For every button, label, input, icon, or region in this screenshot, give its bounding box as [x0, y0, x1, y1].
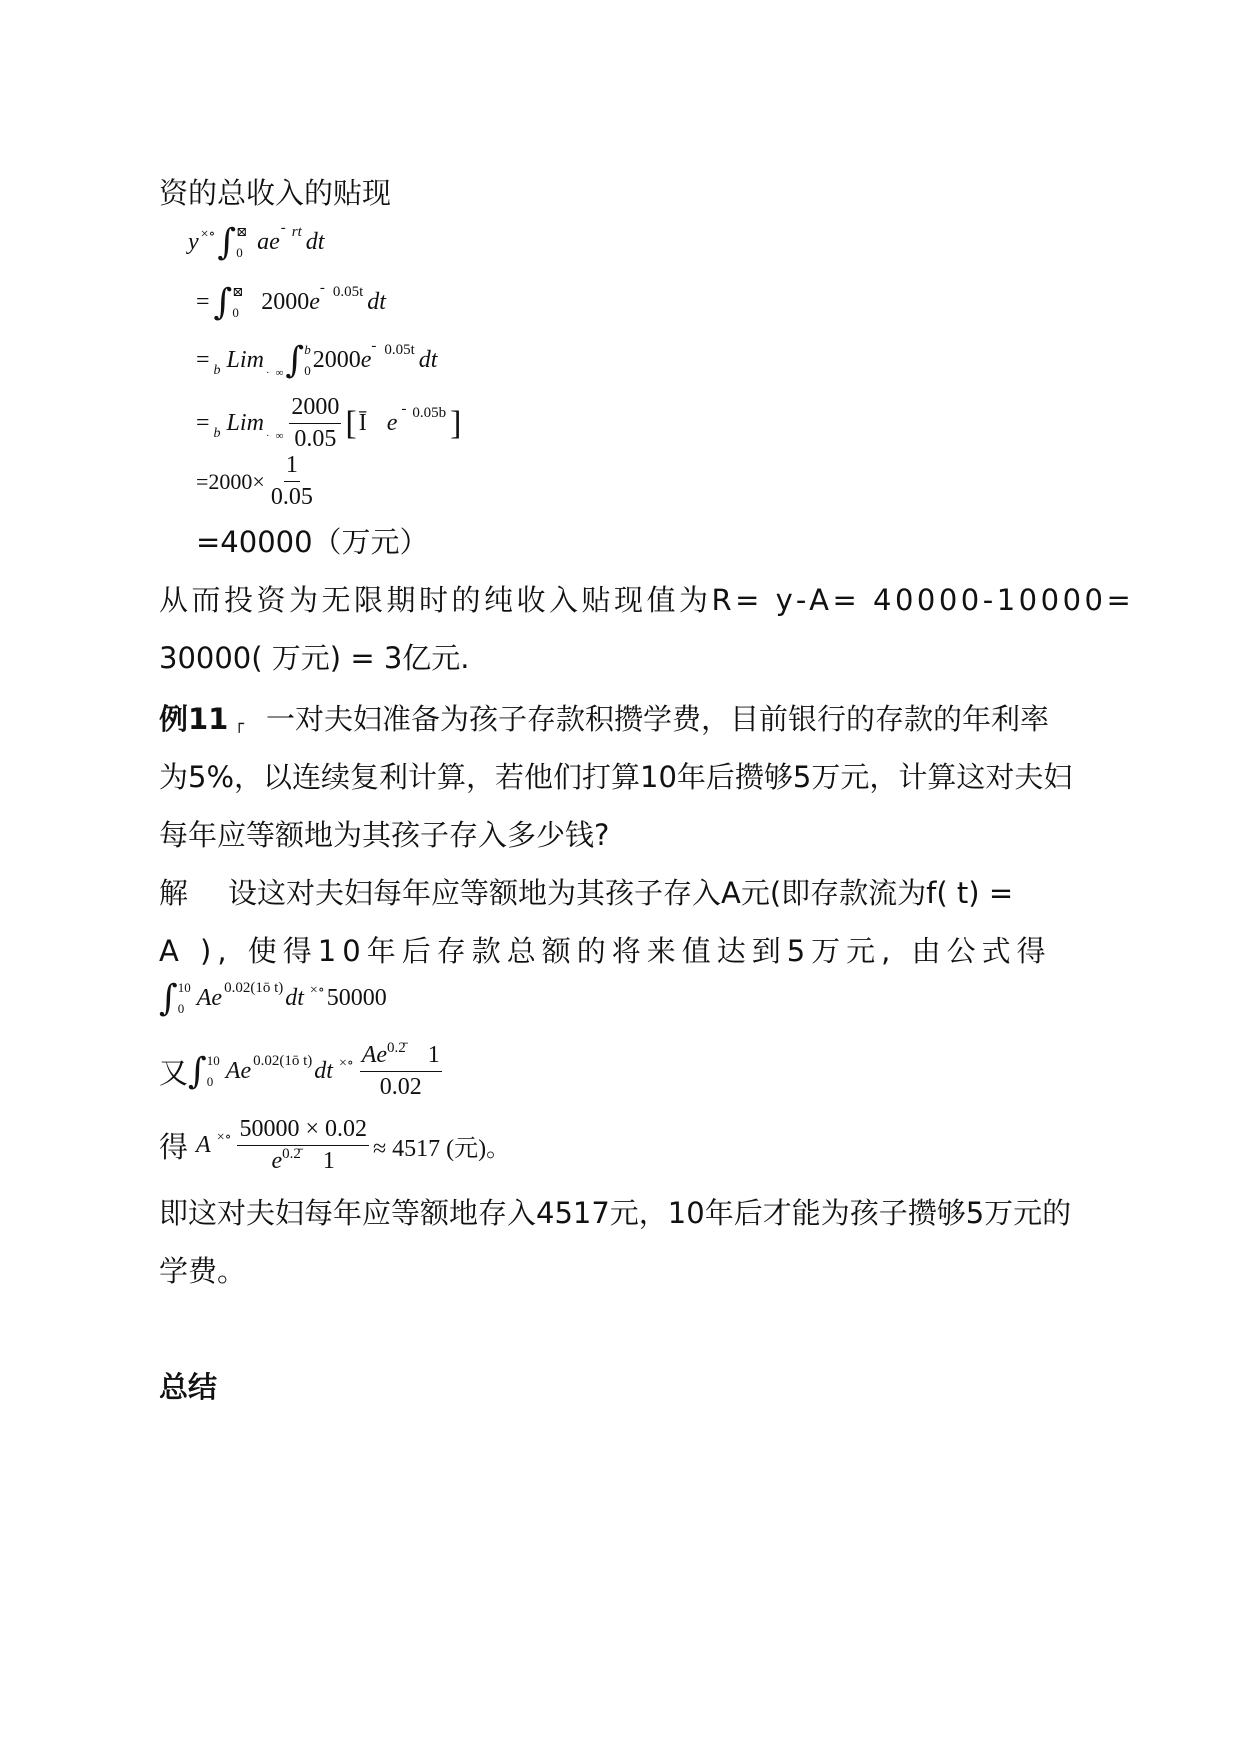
integral-upper: b: [304, 342, 311, 357]
equals: =: [196, 347, 210, 374]
limit-var: b: [213, 425, 221, 441]
relation-glyph: ×∘: [338, 1056, 354, 1072]
integral-upper: 10: [177, 980, 191, 995]
text-line: 即这对夫妇每年应等额地存入4517元，10年后才能为孩子攒够5万元的: [159, 1196, 1072, 1230]
exponent: rt: [291, 224, 302, 241]
differential: dt: [367, 289, 386, 316]
fraction: [360, 1042, 442, 1101]
text-line: 学费。: [159, 1254, 247, 1288]
infinity: ∞: [275, 429, 284, 442]
equation-5: [196, 452, 319, 511]
fraction-denominator: 0.05: [294, 425, 337, 452]
integral-lower: 0: [206, 1073, 214, 1089]
prefix: 又: [159, 1056, 189, 1091]
example-mark: ┌: [234, 714, 244, 733]
integral-sign: ∫: [188, 1050, 207, 1092]
equation-3: [196, 340, 437, 382]
right-bracket: ]: [450, 404, 462, 442]
fraction: [269, 452, 315, 511]
coefficient: 2000: [261, 289, 310, 316]
infinity: ∞: [275, 366, 284, 379]
fraction: [289, 394, 341, 453]
integral-upper: 10: [206, 1052, 220, 1068]
exp-dash: -: [280, 220, 286, 237]
var-a: A: [196, 1132, 211, 1159]
equals: =: [196, 410, 210, 437]
fraction-denominator: 0.02: [379, 1073, 422, 1100]
equation-4: [196, 394, 461, 453]
equals: =: [196, 289, 210, 316]
arrow-dot: ·: [265, 429, 270, 442]
term-ae: Ae: [225, 1058, 252, 1085]
equation-1: [188, 222, 324, 264]
exp-dash: -: [371, 338, 377, 355]
equation-9: [159, 1116, 510, 1175]
left-bracket: [: [345, 404, 357, 442]
integral-lower: 0: [304, 362, 311, 378]
fraction-numerator: 1: [284, 452, 300, 482]
exponent: 0.05t: [384, 342, 415, 359]
approx-result: ≈ 4517 (元)。: [373, 1136, 511, 1163]
equals: =: [196, 468, 209, 494]
integral-sign: ∫: [285, 339, 305, 381]
var-e: e: [360, 347, 372, 374]
integral-upper: ⊠: [232, 284, 244, 299]
prefix: 得: [159, 1130, 189, 1165]
exp-dash: -: [319, 280, 325, 297]
differential: dt: [418, 347, 438, 374]
fraction-numerator: $Ae^{0.2̄}$ 1: [360, 1042, 442, 1072]
integral-lower: 0: [232, 304, 239, 320]
coefficient: 2000: [312, 347, 361, 374]
example-label: 例11: [159, 702, 229, 736]
var-y: y: [188, 229, 199, 256]
differential: dt: [285, 985, 304, 1012]
exp-dash: -: [401, 401, 407, 418]
exponent: 0.02(1ō t): [253, 1053, 313, 1070]
text-line: 30000( 万元) = 3亿元.: [159, 641, 470, 675]
var-e: e: [309, 289, 320, 316]
integral-sign: ∫: [217, 221, 237, 263]
fraction-denominator: 0.05: [270, 483, 313, 510]
relation-glyph: ×∘: [216, 1130, 232, 1146]
section-heading: 总结: [159, 1370, 218, 1404]
bracket-one: Ī: [358, 410, 367, 437]
equation-2: [196, 282, 386, 324]
integral-sign: ∫: [213, 281, 233, 323]
fraction-numerator: 2000: [289, 394, 341, 424]
integral-sign: ∫: [159, 977, 178, 1019]
integral-lower: 0: [236, 244, 243, 260]
exponent: 0.05t: [332, 284, 364, 301]
exponent: 0.02(1ō t): [224, 980, 284, 997]
term-ae: Ae: [196, 985, 223, 1012]
var-e: e: [386, 410, 398, 437]
fraction-denominator: $e^{0.2̄}$ 1: [271, 1145, 335, 1174]
integral-lower: 0: [177, 1000, 185, 1016]
example-line-1: 例11 ┌ 一对夫妇准备为孩子存款积攒学费，目前银行的存款的年利率: [159, 702, 1050, 736]
times: ×: [252, 468, 265, 494]
exponent: 0.05b: [412, 405, 447, 422]
text-line: A ), 使得10年后存款总额的将来值达到5万元, 由公式得: [159, 934, 1052, 968]
equation-7: [159, 978, 387, 1020]
relation-glyph: ×∘: [309, 983, 325, 999]
solution-label: 解: [159, 876, 189, 910]
limit-text: Lim: [226, 347, 264, 374]
solution-line-1: 解 设这对夫妇每年应等额地为其孩子存入A元(即存款流为f( t) =: [159, 876, 1014, 910]
fraction-numerator: 50000 × 0.02: [237, 1116, 369, 1146]
differential: dt: [305, 229, 325, 256]
equation-8: [159, 1042, 446, 1101]
text-line: 为5%，以连续复利计算，若他们打算10年后攒够5万元，计算这对夫妇: [159, 760, 1073, 794]
text-line: 从而投资为无限期时的纯收入贴现值为R= y-A= 40000-10000=: [159, 583, 1135, 617]
arrow-dot: ·: [265, 366, 270, 379]
differential: dt: [314, 1058, 333, 1085]
fraction: [237, 1116, 369, 1175]
limit-text: Lim: [226, 410, 264, 437]
equation-6: =40000（万元）: [196, 525, 429, 559]
term-ae: ae: [257, 229, 280, 256]
coefficient: 2000: [208, 468, 253, 494]
text-line: 每年应等额地为其孩子存入多少钱?: [159, 818, 610, 852]
limit-var: b: [213, 362, 221, 378]
text-line: 资的总收入的贴现: [159, 176, 392, 210]
rhs-value: 50000: [326, 985, 387, 1012]
integral-upper: ⊠: [236, 224, 248, 239]
relation-glyph: ×∘: [200, 227, 216, 243]
